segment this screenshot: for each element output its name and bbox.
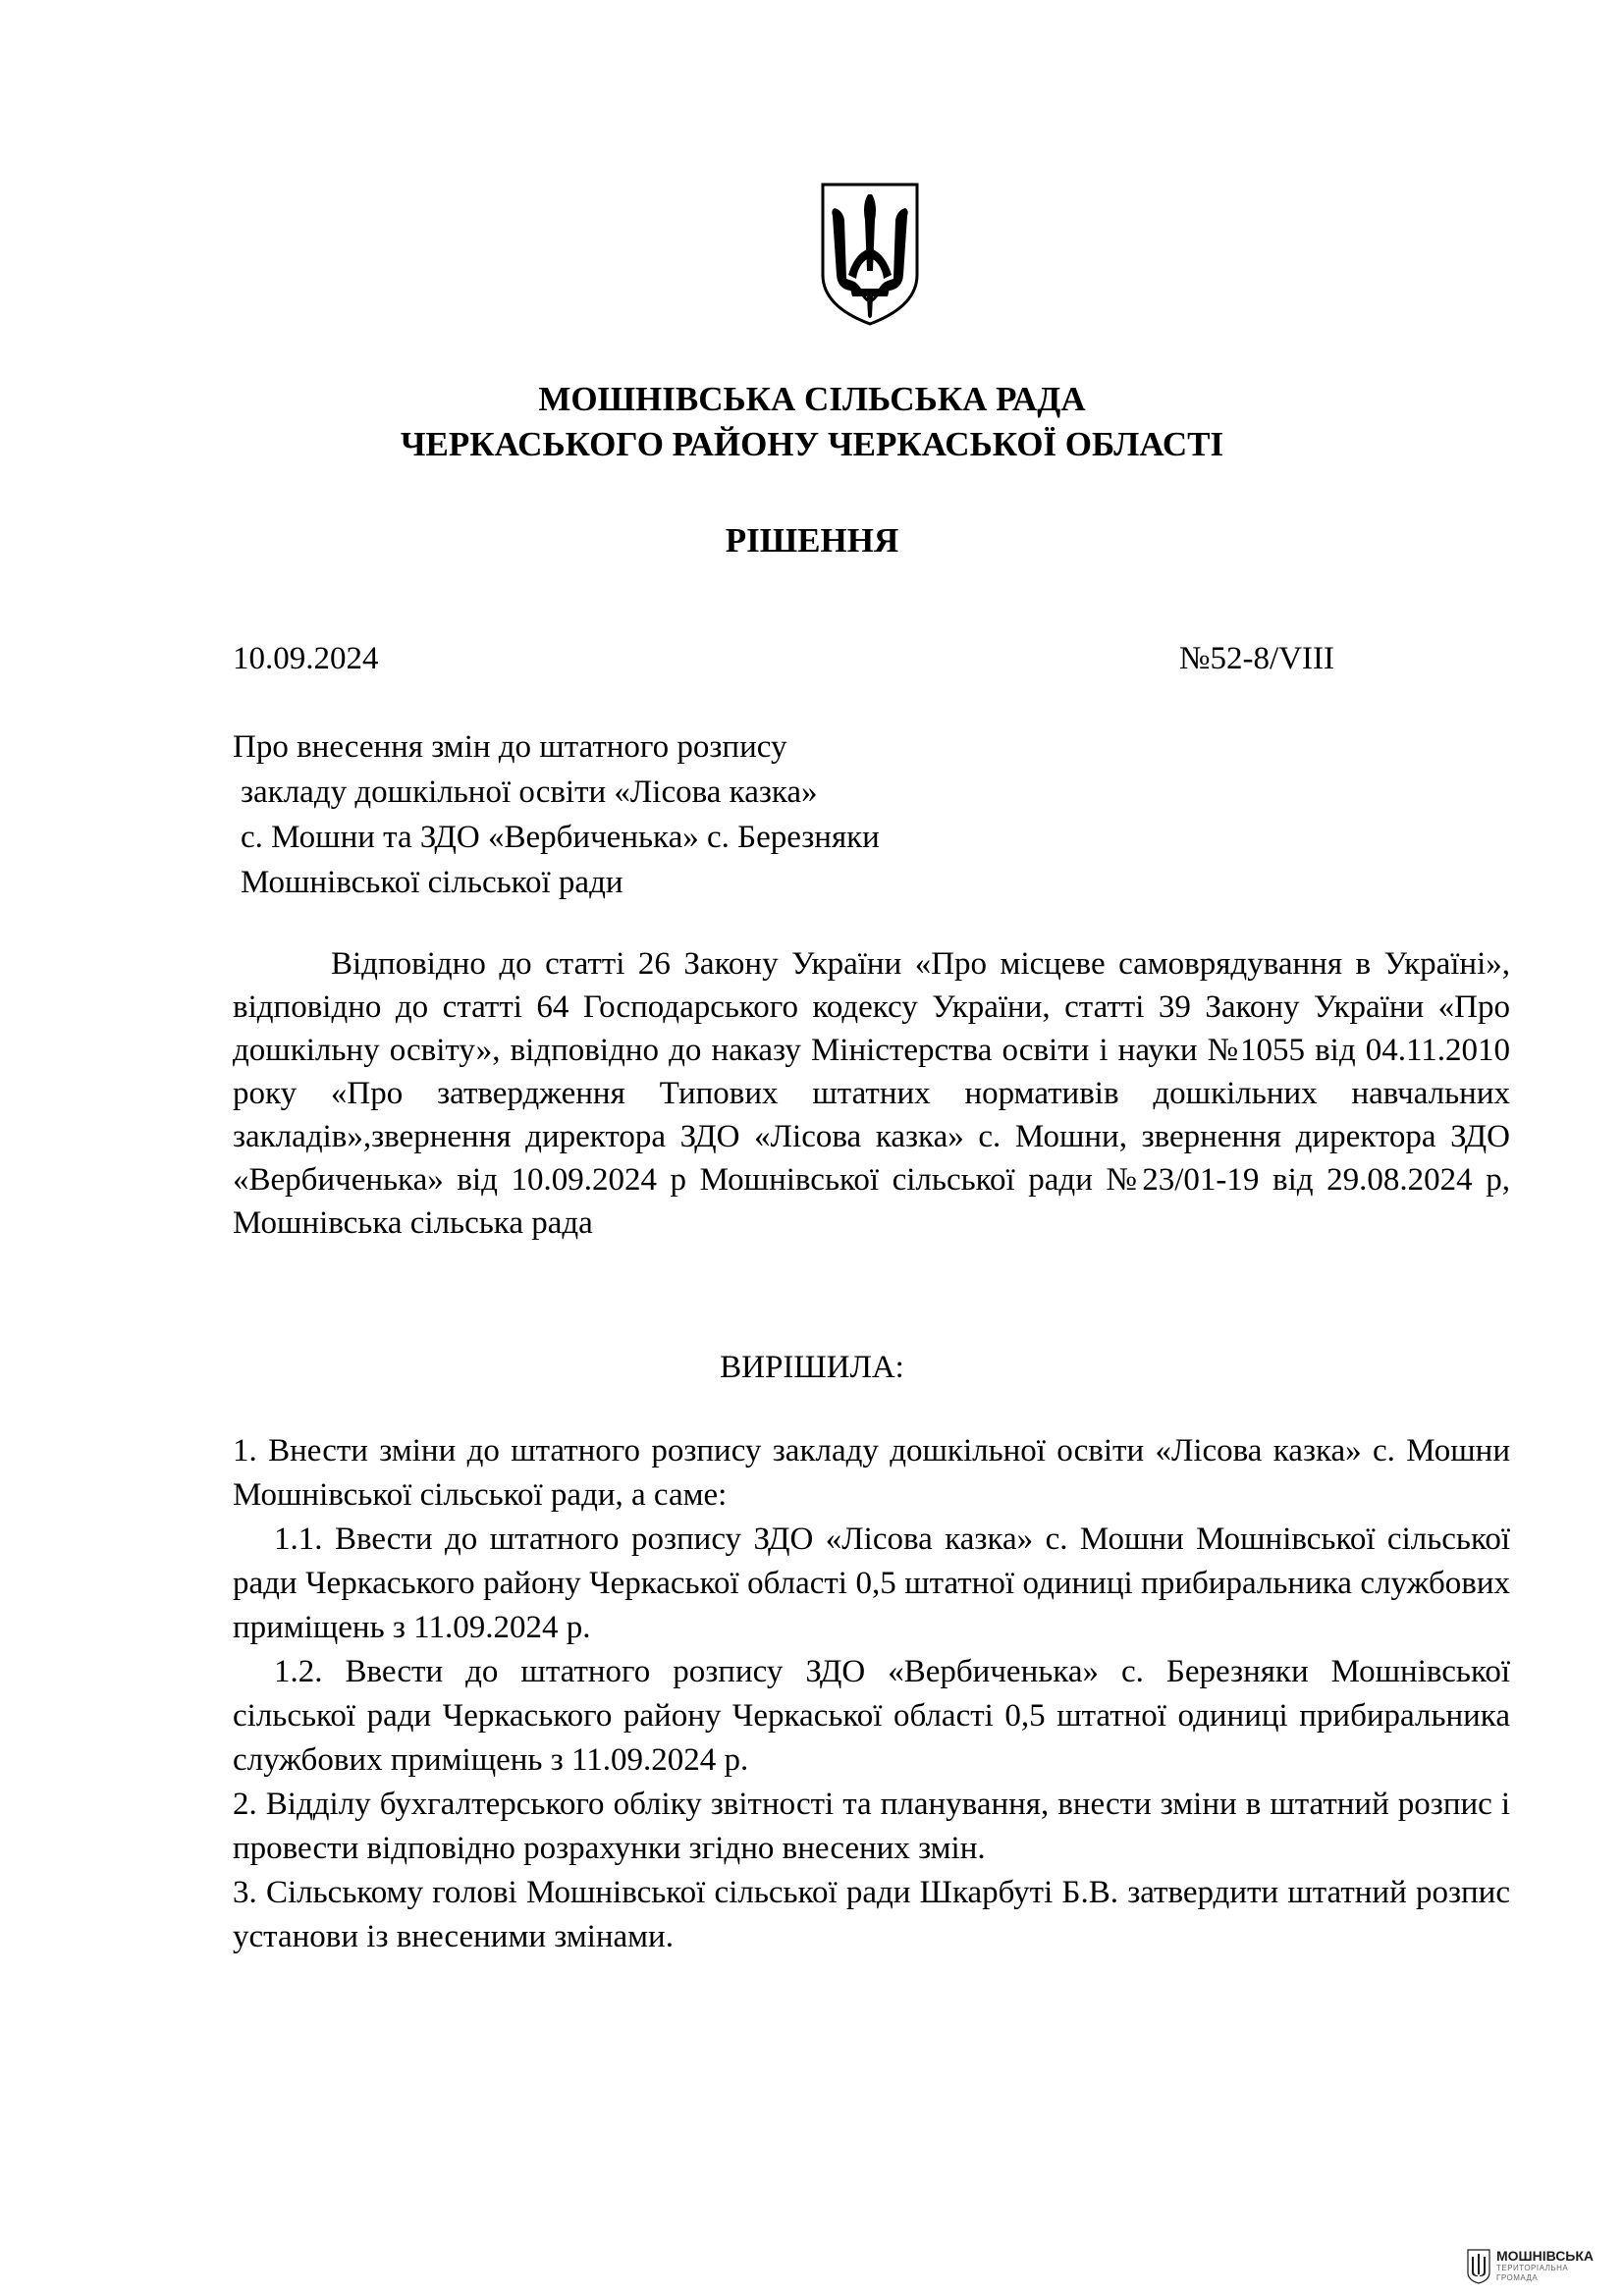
organization-name-line1: МОШНІВСЬКА СІЛЬСЬКА РАДА [538,380,1086,418]
decision-items [233,1429,1510,1959]
logo-tagline-line: ТЕРИТОРІАЛЬНА [1496,2264,1569,2272]
decision-number: №52-8/VIII [1179,641,1334,676]
document-type-title: РІШЕННЯ [725,521,899,560]
decision-item: 1. Внести зміни до штатного розпису закладу дошкільної освіти «Лісова казка» с. Мошни Мошнівської сільської ради, а саме: [233,1433,1510,1513]
decision-subject [233,724,880,905]
logo-tagline [1496,2264,1568,2283]
trident-coat-of-arms-icon [819,181,921,326]
decision-item: 3. Сільському голові Мошнівської сільської ради Шкарбуті Б.В. затвердити штатний розпис установи із внесеними змінами. [233,1875,1510,1954]
organization-name-line2: ЧЕРКАСЬКОГО РАЙОНУ ЧЕРКАСЬКОЇ ОБЛАСТІ [400,425,1224,463]
decision-subitem: 1.2. Ввести до штатного розпису ЗДО «Вербиченька» с. Березняки Мошнівської сільської ради Черкаського району Черкаської області 0,5 штатної одиниці прибиральника службових приміщень з 11.09.2024 р. [233,1654,1510,1778]
subject-line: с. Мошни та ЗДО «Вербиченька» с. Березняки [241,820,880,855]
community-logo [1467,2249,1614,2286]
subject-line: Мошнівської сільської ради [241,865,623,900]
decision-subitem: 1.1. Ввести до штатного розпису ЗДО «Лісова казка» с. Мошни Мошнівської сільської ради Черкаського району Черкаської області 0,5 штатної одиниці прибиральника службових приміщень з 11.09.2024 р. [233,1522,1510,1645]
logo-tagline-line: ГРОМАДА [1496,2273,1539,2282]
mini-coat-of-arms-icon [1467,2249,1490,2284]
subject-line: Про внесення змін до штатного розпису [233,729,787,765]
decision-item: 2. Відділу бухгалтерського обліку звітності та планування, внести зміни в штатний розпис і провести відповідно розрахунки згідно внесених змін. [233,1787,1510,1866]
decision-date: 10.09.2024 [233,641,379,676]
resolved-heading: ВИРІШИЛА: [720,1350,904,1385]
logo-name: МОШНІВСЬКА [1496,2248,1595,2264]
subject-line: закладу дошкільної освіти «Лісова казка» [241,774,818,810]
legal-basis-paragraph: Відповідно до статті 26 Закону України «Про місцеве самоврядування в Україні», відповідно до статті 64 Господарського кодексу України, статті 39 Закону України «Про дошкільну освіту», відповідно до наказу Міністерства освіти і науки №1055 від 04.11.2010 року «Про затвердження Типових штатних нормативів дошкільних навчальних закладів»,звернення директора ЗДО «Лісова казка» с. Мошни, звернення директора ЗДО «Вербиченька» від 10.09.2024 р Мошнівської сільської ради №23/01-19 від 29.08.2024 р, Мошнівська сільська рада [233,946,1510,1241]
